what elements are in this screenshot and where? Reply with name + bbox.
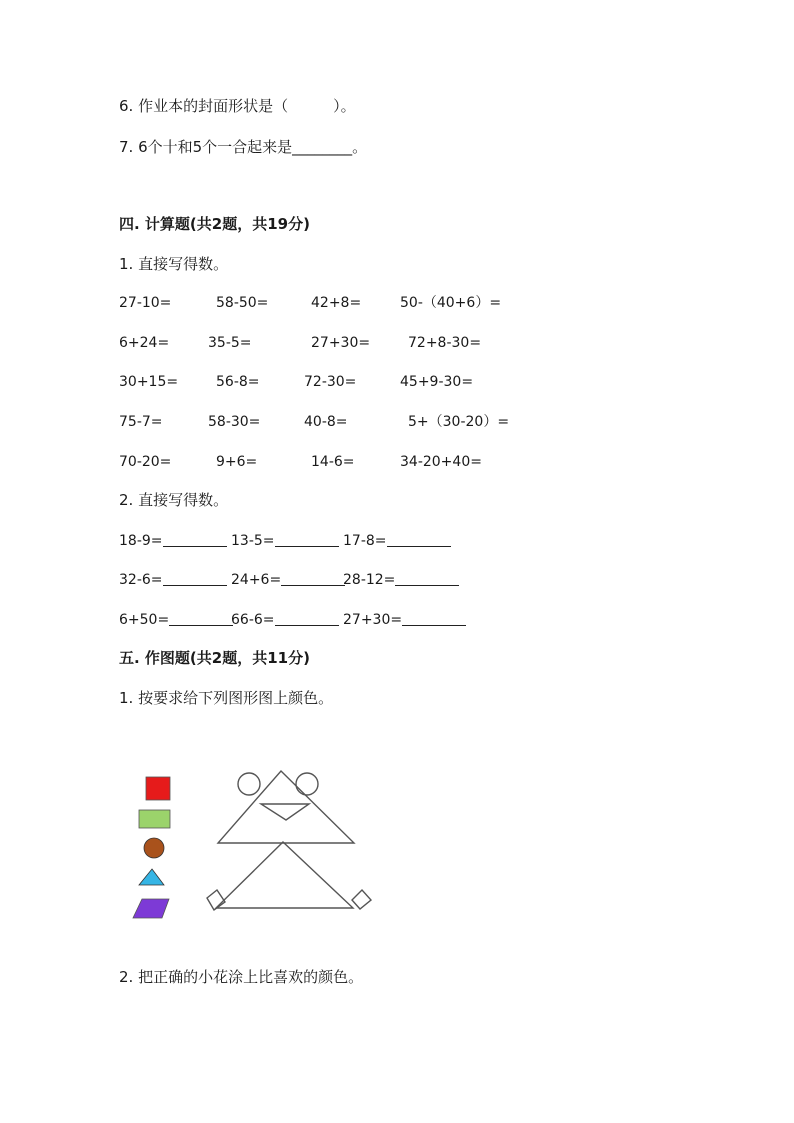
calc-item: 70-20= xyxy=(119,454,172,470)
calc-item: 72-30= xyxy=(304,374,357,390)
brown-circle-icon xyxy=(144,838,164,858)
section-4-q1-title: 1. 直接写得数。 xyxy=(119,255,229,273)
right-foot-square-icon[interactable] xyxy=(352,890,371,909)
calc-row xyxy=(0,412,794,432)
calc-row xyxy=(0,333,794,353)
blank-item: 28-12= xyxy=(343,570,459,590)
answer-blank[interactable] xyxy=(387,532,451,547)
answer-blank[interactable] xyxy=(163,532,227,547)
answer-blank[interactable] xyxy=(402,611,466,626)
blank-item: 17-8= xyxy=(343,531,451,551)
calc-item: 58-50= xyxy=(216,295,269,311)
calc-row xyxy=(0,372,794,392)
blank-row xyxy=(0,570,794,590)
blue-triangle-icon xyxy=(139,869,164,885)
calc-item: 58-30= xyxy=(208,414,261,430)
calc-item: 30+15= xyxy=(119,374,179,390)
calc-item: 72+8-30= xyxy=(408,335,482,351)
answer-blank[interactable] xyxy=(395,571,459,586)
blank-item: 27+30= xyxy=(343,610,466,630)
nose-triangle-icon[interactable] xyxy=(261,804,309,820)
calc-item: 14-6= xyxy=(311,454,355,470)
blank-item: 13-5= xyxy=(231,531,339,551)
question-7: 7. 6个十和5个一合起来是________。 xyxy=(119,138,368,156)
blank-row xyxy=(0,531,794,551)
blank-item: 32-6= xyxy=(119,570,227,590)
section-4-q2-title: 2. 直接写得数。 xyxy=(119,491,229,509)
calc-item: 45+9-30= xyxy=(400,374,474,390)
blank-row xyxy=(0,610,794,630)
calc-item: 27-10= xyxy=(119,295,172,311)
section-4-heading: 四. 计算题(共2题，共19分) xyxy=(119,215,310,233)
blank-item: 6+50= xyxy=(119,610,233,630)
calc-item: 27+30= xyxy=(311,335,371,351)
calc-item: 6+24= xyxy=(119,335,170,351)
question-6: 6. 作业本的封面形状是（ ）。 xyxy=(119,97,356,115)
red-square-icon xyxy=(146,777,170,800)
answer-blank[interactable] xyxy=(281,571,345,586)
calc-item: 5+（30-20）= xyxy=(408,414,510,430)
calc-item: 9+6= xyxy=(216,454,258,470)
green-rectangle-icon xyxy=(139,810,170,828)
shape-drawing xyxy=(207,771,371,910)
section-5-q1-title: 1. 按要求给下列图形图上颜色。 xyxy=(119,689,334,707)
right-ear-circle-icon[interactable] xyxy=(296,773,318,795)
blank-item: 66-6= xyxy=(231,610,339,630)
blank-item: 18-9= xyxy=(119,531,227,551)
answer-blank[interactable] xyxy=(275,532,339,547)
calc-item: 56-8= xyxy=(216,374,260,390)
calc-item: 42+8= xyxy=(311,295,362,311)
body-triangle-icon[interactable] xyxy=(216,842,353,908)
answer-blank[interactable] xyxy=(163,571,227,586)
left-ear-circle-icon[interactable] xyxy=(238,773,260,795)
calc-row xyxy=(0,293,794,313)
section-5-q2-title: 2. 把正确的小花涂上比喜欢的颜色。 xyxy=(119,968,364,986)
answer-blank[interactable] xyxy=(275,611,339,626)
calc-item: 35-5= xyxy=(208,335,252,351)
purple-parallelogram-icon xyxy=(133,899,169,918)
calc-item: 75-7= xyxy=(119,414,163,430)
blank-item: 24+6= xyxy=(231,570,345,590)
left-foot-square-icon[interactable] xyxy=(207,890,225,910)
calc-item: 50-（40+6）= xyxy=(400,295,502,311)
section-5-heading: 五. 作图题(共2题，共11分) xyxy=(119,649,310,667)
calc-item: 34-20+40= xyxy=(400,454,482,470)
coloring-figure xyxy=(128,762,388,932)
calc-row xyxy=(0,452,794,472)
answer-blank[interactable] xyxy=(169,611,233,626)
calc-item: 40-8= xyxy=(304,414,348,430)
